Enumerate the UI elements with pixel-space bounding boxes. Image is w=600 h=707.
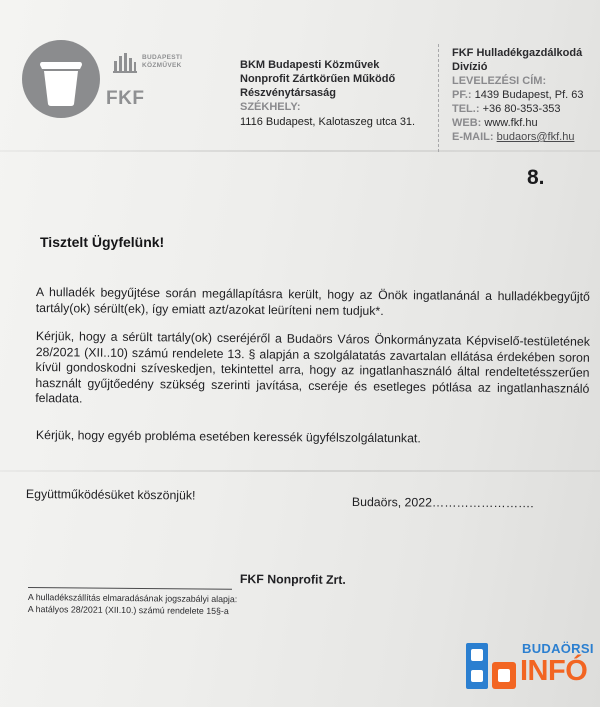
watermark-b-icon [466, 643, 488, 689]
web-label: WEB: [452, 117, 482, 129]
footnote-line1: A hulladékszállítás elmaradásának jogszabályi alapja: [27, 591, 238, 605]
small-logo-line2: KÖZMŰVEK [142, 62, 182, 69]
phone-value: +36 80-353-353 [482, 103, 561, 115]
division-header-block [452, 46, 584, 144]
header-divider [438, 44, 439, 152]
waste-bin-logo-icon [22, 40, 100, 118]
company-name-line3: Részvénytársaság [240, 87, 337, 99]
watermark-text-top: BUDAÖRSI [522, 641, 594, 656]
company-name-line1: BKM Budapesti Közművek [240, 59, 380, 71]
paragraph-replacement-request: Kérjük, hogy a sérült tartály(ok) cseréjéről a Budaörs Város Önkormányzata Képviselő-testületének 28/2021 (XII..10) számú rendelete 13. § alapján a szolgálatatás zavartalan ellátása érdekében soron kívül gondoskodni szíveskedjen, tekintettel arra, hogy az ingatlanhasználó által rendeltetésszerűen használt gyűjtőedény szükség szerinti javítása, cseréje és esetleges pótlása az ingatlanhasználó feladata. [35, 329, 590, 406]
paper-fold-line [0, 470, 600, 472]
district-number: 8. [527, 166, 545, 189]
small-logo-line1: BUDAPESTI [142, 54, 183, 61]
watermark-o-icon [492, 662, 516, 689]
division-name-line1: FKF Hulladékgazdálkodá [452, 47, 583, 59]
signature-line [28, 587, 232, 590]
place-date: Budaörs, 2022……………………. [351, 495, 534, 511]
fkf-logo-text: FKF [106, 88, 145, 109]
division-name-line2: Divízió [452, 61, 488, 73]
city-skyline-icon [112, 51, 138, 75]
budapesti-kozmuvek-logo [112, 51, 222, 75]
footnote-line2: A hatályos 28/2021 (XII.10.) számú rendelete 15§-a [27, 603, 229, 617]
paragraph-customer-service: Kérjük, hogy egyéb probléma esetében keressék ügyfélszolgálatunkat. [35, 428, 421, 446]
po-box-value: 1439 Budapest, Pf. 63 [474, 89, 584, 101]
signer-name: FKF Nonprofit Zrt. [239, 572, 346, 587]
paper-fold-line [0, 150, 600, 152]
company-header-block [240, 58, 415, 129]
legal-footnote [28, 591, 238, 617]
greeting: Tisztelt Ügyfelünk! [40, 234, 165, 250]
postal-address-label: LEVELEZÉSI CÍM: [452, 75, 547, 87]
thanks-line: Együttműködésüket köszönjük! [25, 487, 196, 503]
seat-address: 1116 Budapest, Kalotaszeg utca 31. [240, 116, 416, 128]
paragraph-damaged-bin: A hulladék begyűjtése során megállapításra került, hogy az Önök ingatlanánál a hulladékbegyűjtő tartály(ok) sérült(ek), így emiatt azt/azokat leüríteni nem tudjuk*. [35, 285, 590, 318]
phone-label: TEL.: [452, 103, 480, 115]
email-label: E-MAIL: [452, 131, 494, 143]
web-link[interactable]: www.fkf.hu [484, 117, 538, 129]
email-link[interactable]: budaors@fkf.hu [496, 131, 575, 143]
budaorsi-info-watermark [466, 641, 594, 691]
po-box-label: PF.: [452, 89, 472, 101]
company-name-line2: Nonprofit Zártkörűen Működő [240, 73, 396, 85]
seat-label: SZÉKHELY: [240, 101, 301, 113]
watermark-text-bottom: INFÓ [520, 655, 588, 687]
